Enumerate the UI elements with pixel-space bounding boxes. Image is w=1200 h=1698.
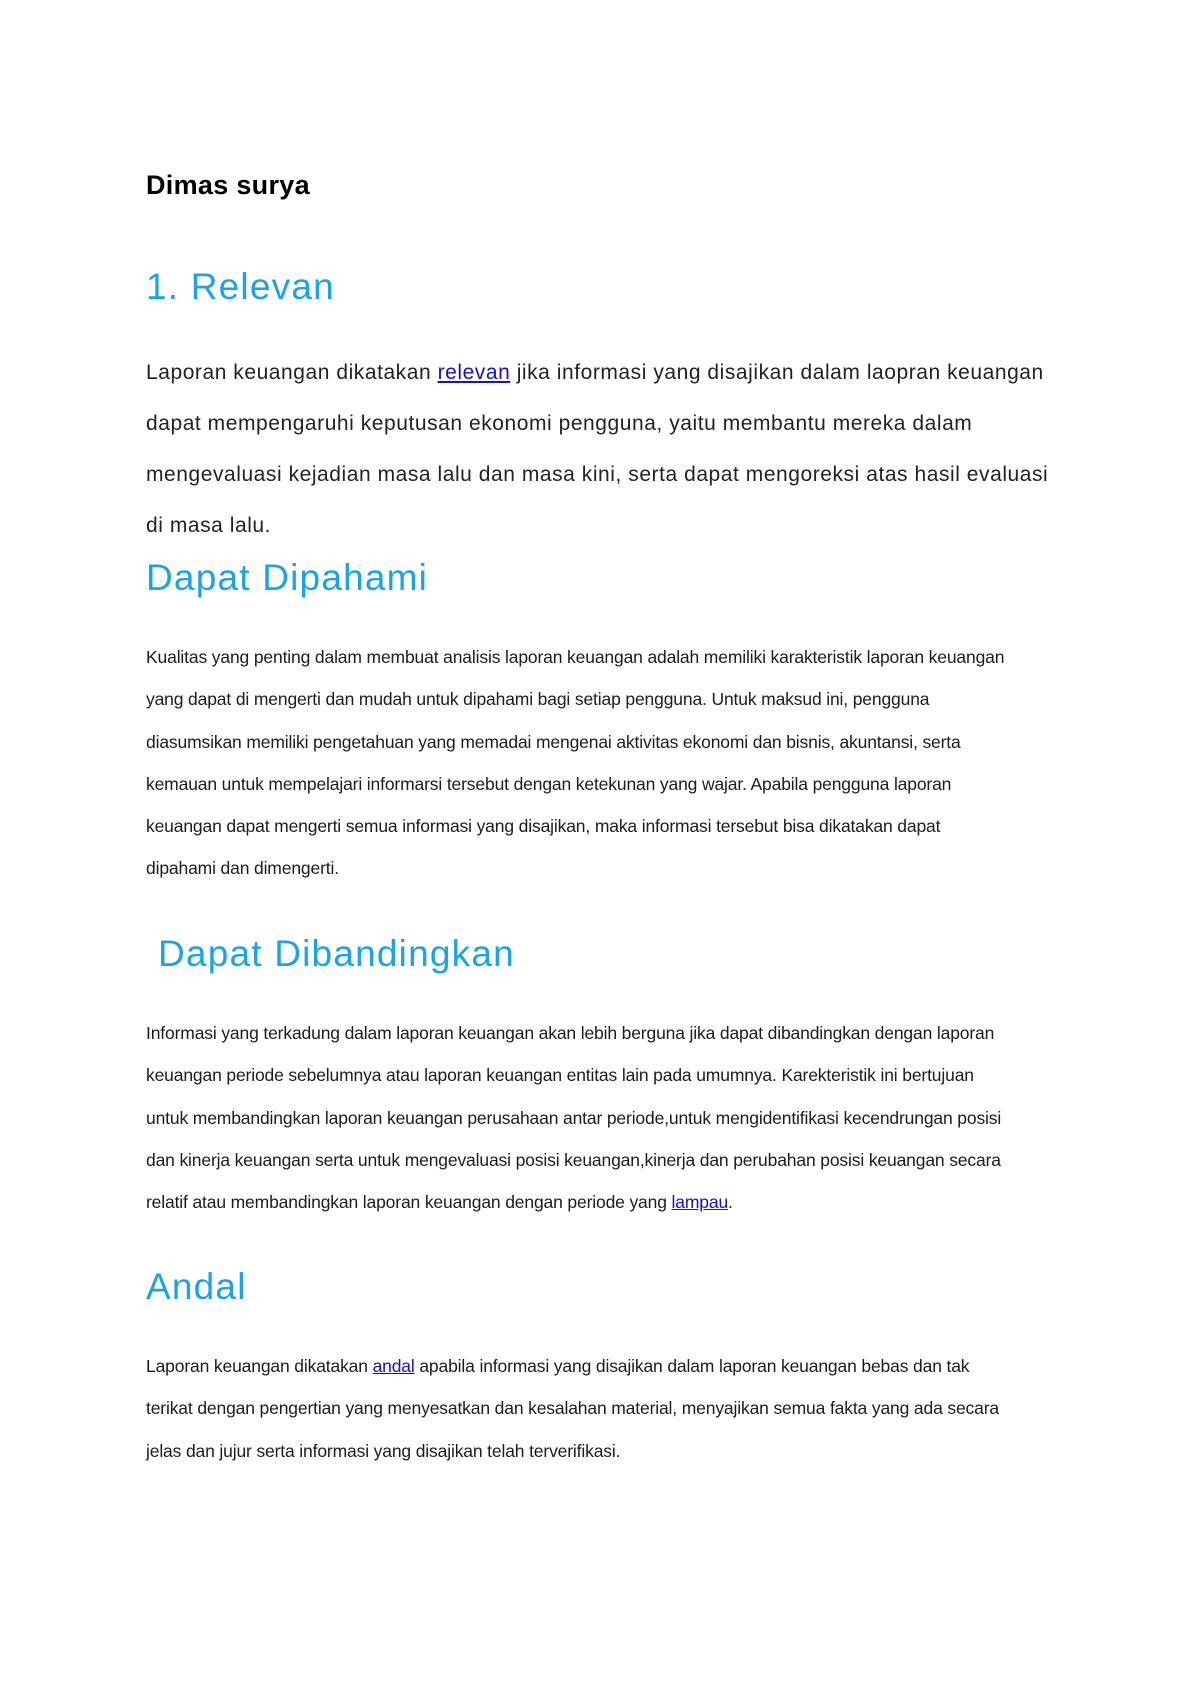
line-text: jika informasi yang disajikan dalam laopran keuangan bbox=[510, 361, 1044, 384]
paragraph-line: dan kinerja keuangan serta untuk mengevaluasi posisi keuangan,kinerja dan perubahan posisi keuangan secara bbox=[146, 1149, 1001, 1170]
paragraph-line bbox=[146, 1181, 1066, 1223]
paragraph-dapat-dibandingkan bbox=[146, 1012, 1066, 1223]
paragraph-line: di masa lalu. bbox=[146, 514, 272, 537]
link-lampau[interactable]: lampau bbox=[671, 1192, 729, 1213]
paragraph-line: Kualitas yang penting dalam membuat analisis laporan keuangan adalah memiliki karakteristik laporan keuangan bbox=[146, 647, 1005, 667]
paragraph-line: keuangan periode sebelumnya atau laporan keuangan entitas lain pada umumnya. Karekteristik ini bertujuan bbox=[146, 1065, 974, 1086]
line-text: apabila informasi yang disajikan dalam laporan keuangan bebas dan tak bbox=[414, 1356, 970, 1376]
link-andal[interactable]: andal bbox=[372, 1356, 415, 1376]
paragraph-line: dipahami dan dimengerti. bbox=[146, 858, 339, 879]
paragraph-relevan bbox=[146, 347, 1066, 551]
heading-relevan: 1. Relevan bbox=[146, 266, 335, 307]
paragraph-dapat-dipahami bbox=[146, 636, 1066, 890]
paragraph-line: Informasi yang terkadung dalam laporan keuangan akan lebih berguna jika dapat dibandingkan dengan laporan bbox=[146, 1023, 995, 1043]
paragraph-line bbox=[146, 1345, 1066, 1387]
line-text: Laporan keuangan dikatakan bbox=[146, 1356, 373, 1376]
link-relevan[interactable]: relevan bbox=[437, 361, 511, 384]
author-name: Dimas surya bbox=[146, 170, 310, 200]
paragraph-line: diasumsikan memiliki pengetahuan yang memadai mengenai aktivitas ekonomi dan bisnis, akuntansi, serta bbox=[146, 731, 961, 752]
paragraph-line: yang dapat di mengerti dan mudah untuk dipahami bagi setiap pengguna. Untuk maksud ini, pengguna bbox=[146, 689, 930, 710]
line-text: . bbox=[728, 1192, 733, 1213]
paragraph-line: terikat dengan pengertian yang menyesatkan dan kesalahan material, menyajikan semua fakta yang ada secara bbox=[146, 1398, 999, 1419]
paragraph-line: dapat mempengaruhi keputusan ekonomi pengguna, yaitu membantu mereka dalam bbox=[146, 412, 973, 435]
paragraph-line: untuk membandingkan laporan keuangan perusahaan antar periode,untuk mengidentifikasi kecendrungan posisi bbox=[146, 1107, 1002, 1128]
line-text: relatif atau membandingkan laporan keuangan dengan periode yang bbox=[146, 1192, 672, 1213]
line-text: Laporan keuangan dikatakan bbox=[146, 361, 438, 384]
paragraph-andal bbox=[146, 1345, 1066, 1472]
paragraph-line: jelas dan jujur serta informasi yang disajikan telah terverifikasi. bbox=[146, 1440, 621, 1461]
heading-dapat-dibandingkan: Dapat Dibandingkan bbox=[158, 933, 515, 974]
paragraph-line: kemauan untuk mempelajari informarsi tersebut dengan ketekunan yang wajar. Apabila pengguna laporan bbox=[146, 773, 952, 794]
paragraph-line: mengevaluasi kejadian masa lalu dan masa kini, serta dapat mengoreksi atas hasil evaluasi bbox=[146, 463, 1049, 486]
paragraph-line: keuangan dapat mengerti semua informasi yang disajikan, maka informasi tersebut bisa dikatakan dapat bbox=[146, 816, 941, 837]
heading-dapat-dipahami: Dapat Dipahami bbox=[146, 557, 429, 598]
paragraph-line bbox=[146, 347, 1066, 398]
heading-andal: Andal bbox=[146, 1266, 247, 1307]
